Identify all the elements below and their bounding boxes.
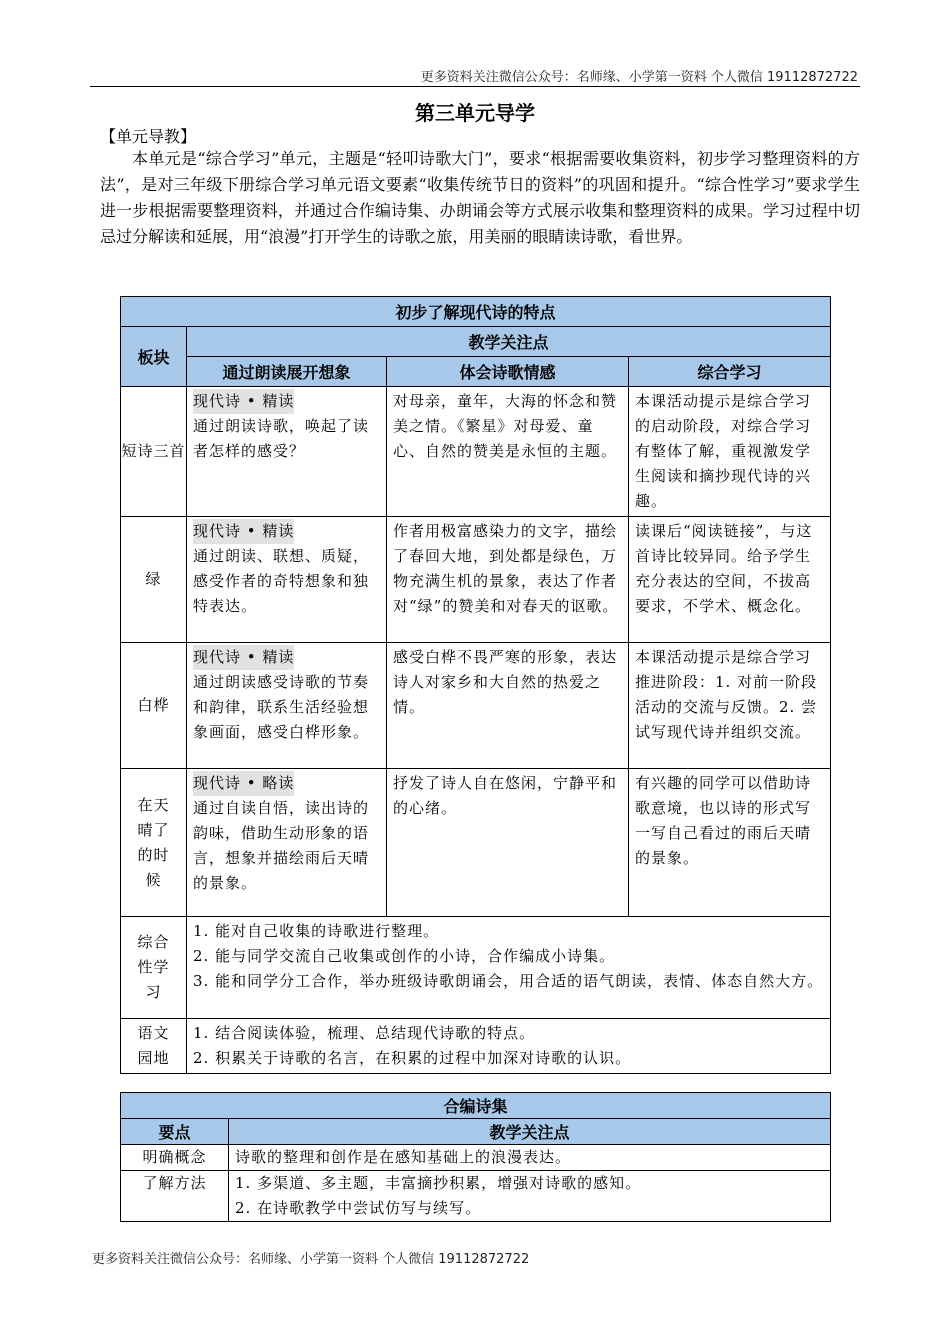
read-focus: 通过朗读感受诗歌的节奏和韵律，联系生活经验想象画面，感受白桦形象。 [193,673,370,741]
emotion-focus: 对母亲，童年，大海的怀念和赞美之情。《繁星》对母爱、童心、自然的赞美是永恒的主题。 [387,387,629,517]
emotion-focus: 抒发了诗人自在悠闲，宁静平和的心绪。 [387,769,629,917]
lesson-type-tag: 现代诗 • 精读 [193,389,294,414]
lesson-type-tag: 现代诗 • 略读 [193,771,294,796]
col-header-focus: 教学关注点 [229,1119,831,1145]
list-item: 3. 能和同学分工合作，举办班级诗歌朗诵会，用合适的语气朗读，表情、体态自然大方。 [193,972,824,990]
list-item: 1. 能对自己收集的诗歌进行整理。 [193,922,440,940]
list-item: 2. 能与同学交流自己收集或创作的小诗，合作编成小诗集。 [193,947,616,965]
lesson-type-tag: 现代诗 • 精读 [193,519,294,544]
read-focus: 通过自读自悟，读出诗的韵味，借助生动形象的语言，想象并描绘雨后天晴的景象。 [193,799,370,892]
study-focus: 有兴趣的同学可以借助诗歌意境，也以诗的形式写一写自己看过的雨后天晴的景象。 [629,769,831,917]
intro-paragraph: 本单元是“综合学习”单元，主题是“轻叩诗歌大门”，要求“根据需要收集资料，初步学习整理资料的方法”，是对三年级下册综合学习单元语文要素“收集传统节日的资料”的巩固和提升。“综合性学习”要求学生进一步根据需要整理资料，并通过合作编诗集、办朗诵会等方式展示收集和整理资料的成果。学习过程中切忌过分解读和延展，用“浪漫”打开学生的诗歌之旅，用美丽的眼睛读诗歌，看世界。 [100,149,860,246]
col-header-focus: 教学关注点 [187,327,831,357]
read-focus: 通过朗读诗歌，唤起了读者怎样的感受？ [193,417,370,460]
row-label: 在天晴了的时候 [121,769,187,917]
table2-title: 合编诗集 [121,1093,831,1119]
page-title: 第三单元导学 [415,101,535,125]
modern-poetry-table [120,296,831,1074]
col-header-emotion: 体会诗歌情感 [387,357,629,387]
table1-title: 初步了解现代诗的特点 [121,297,831,327]
footer-note: 更多资料关注微信公众号：名师缘、小学第一资料 个人微信 19112872722 [92,1252,530,1267]
row-label: 短诗三首 [121,387,187,517]
study-focus: 本课活动提示是综合学习的启动阶段，对综合学习有整体了解，重视激发学生阅读和摘抄现代诗的兴趣。 [629,387,831,517]
table-row [121,1019,831,1074]
col-header-read: 通过朗读展开想象 [187,357,387,387]
study-focus: 本课活动提示是综合学习推进阶段：1. 对前一阶段活动的交流与反馈。2. 尝试写现代诗并组织交流。 [629,643,831,769]
emotion-focus: 作者用极富感染力的文字，描绘了春回大地，到处都是绿色，万物充满生机的景象，表达了作者对“绿”的赞美和对春天的讴歌。 [387,517,629,643]
read-focus: 通过朗读、联想、质疑，感受作者的奇特想象和独特表达。 [193,547,370,615]
table-row [121,917,831,1019]
row-label: 明确概念 [121,1145,229,1171]
list-item: 2. 积累关于诗歌的名言，在积累的过程中加深对诗歌的认识。 [193,1049,632,1067]
table-row [121,1171,831,1222]
header-divider [90,86,860,87]
list-item: 诗歌的整理和创作是在感知基础上的浪漫表达。 [235,1148,572,1166]
list-item: 1. 结合阅读体验，梳理、总结现代诗歌的特点。 [193,1024,536,1042]
header-note: 更多资料关注微信公众号：名师缘、小学第一资料 个人微信 19112872722 [420,70,858,85]
table-row [121,517,831,643]
row-label: 语文园地 [121,1019,187,1074]
list-item: 1. 多渠道、多主题，丰富摘抄积累，增强对诗歌的感知。 [235,1174,642,1192]
row-label: 白桦 [121,643,187,769]
table-row [121,643,831,769]
table-row [121,769,831,917]
poetry-collection-table [120,1092,831,1222]
row-label: 了解方法 [121,1171,229,1222]
emotion-focus: 感受白桦不畏严寒的形象，表达诗人对家乡和大自然的热爱之情。 [387,643,629,769]
col-header-point: 要点 [121,1119,229,1145]
col-header-study: 综合学习 [629,357,831,387]
table-row [121,387,831,517]
intro-heading: 【单元导教】 [100,127,197,146]
lesson-type-tag: 现代诗 • 精读 [193,645,294,670]
col-header-block: 板块 [121,327,187,387]
list-item: 2. 在诗歌教学中尝试仿写与续写。 [235,1199,482,1217]
study-focus: 读课后“阅读链接”，与这首诗比较异同。给予学生充分表达的空间，不拔高要求，不学术、概念化。 [629,517,831,643]
row-label: 综合性学习 [121,917,187,1019]
row-label: 绿 [121,517,187,643]
table-row [121,1145,831,1171]
